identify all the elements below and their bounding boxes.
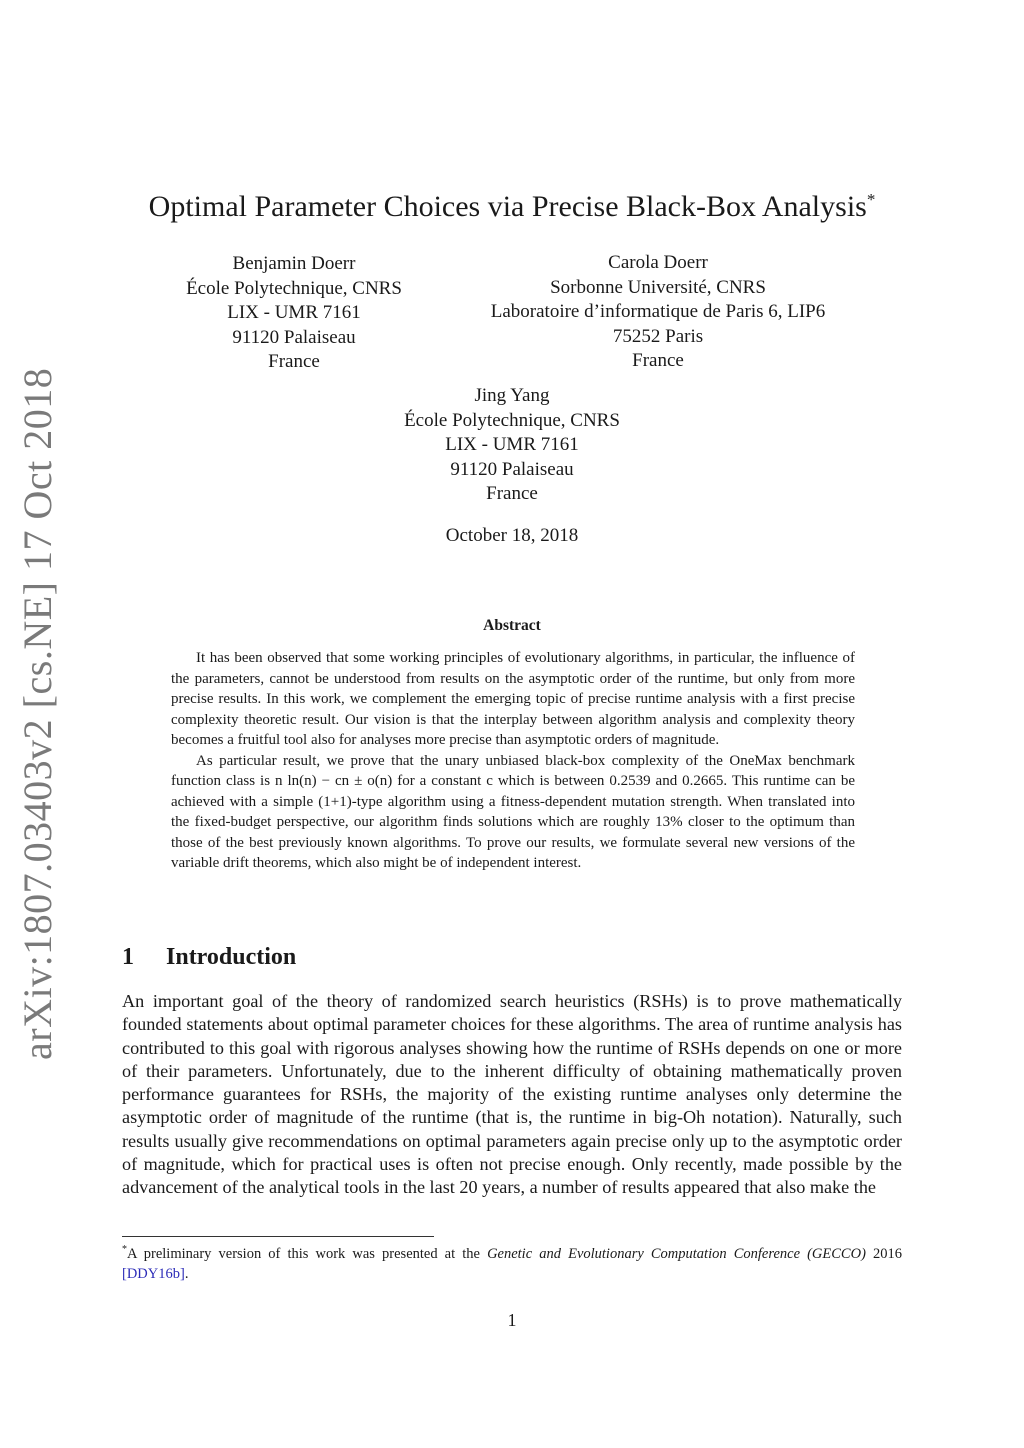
footnote-venue: Genetic and Evolutionary Computation Conference (GECCO) [487,1245,866,1262]
author-affiliation-line: 91120 Palaiseau [232,326,356,348]
author-affiliation-line: France [486,483,538,504]
author-affiliation-line: École Polytechnique, CNRS [186,277,402,299]
author-affiliation-line: France [268,351,320,372]
section-title: Introduction [166,944,297,970]
page-number: 1 [507,1310,517,1330]
abstract-heading: Abstract [483,617,541,634]
footnote-year: 2016 [865,1245,902,1262]
paper-title [0,190,1024,224]
author-block-3 [362,384,662,507]
section-number: 1 [122,944,134,970]
footnote [122,1240,902,1284]
author-name: Jing Yang [474,385,550,406]
paper-title-text: Optimal Parameter Choices via Precise Black-Box Analysis [148,190,867,223]
abstract-body [171,648,855,874]
author-affiliation-line: LIX - UMR 7161 [445,434,579,455]
introduction-body [122,990,902,1200]
author-block-1 [160,252,428,375]
abstract-paragraph: It has been observed that some working principles of evolutionary algorithms, in particular, the influence of the parameters, cannot be understood from results on the asymptotic order of the runtime, but only from more precise results. In this work, we complement the emerging topic of precise runtime analysis with a first precise complexity theoretic result. Our vision is that the interplay between algorithm analysis and complexity theory becomes a fruitful tool also for analyses more precise than asymptotic orders of magnitude. [171,650,855,748]
author-name: Carola Doerr [608,252,708,273]
abstract-paragraph: As particular result, we prove that the unary unbiased black-box complexity of the OneMax benchmark function class is n ln(n) − cn ± o(n) for a constant c which is between 0.2539 and 0.2665. This runtime can be achieved with a simple (1+1)-type algorithm using a fitness-dependent mutation strength. When translated into the fixed-budget perspective, our algorithm finds solutions which are roughly 13% closer to the optimum than those of the best previously known algorithms. To prove our results, we formulate several new versions of the variable drift theorems, which also might be of independent interest. [171,752,855,871]
author-affiliation-line: Laboratoire d’informatique de Paris 6, LIP6 [490,301,826,322]
author-affiliation-line: Sorbonne Université, CNRS [550,276,766,298]
author-affiliation-line: LIX - UMR 7161 [227,302,361,323]
citation-link[interactable]: [DDY16b] [122,1265,185,1282]
author-affiliation-line: France [632,350,684,371]
author-affiliation-line: École Polytechnique, CNRS [404,409,620,431]
author-affiliation-line: 75252 Paris [612,325,704,347]
introduction-paragraph: An important goal of the theory of randomized search heuristics (RSHs) is to prove mathematically founded statements about optimal parameter choices for these algorithms. The area of runtime analysis has contributed to this goal with rigorous analyses showing how the runtime of RSHs depends on one or more of their parameters. Unfortunately, due to the inherent difficulty of obtaining mathematically proven performance guarantees for RSHs, the majority of the existing runtime analyses only determine the asymptotic order of magnitude of the runtime (that is, the runtime in big-Oh notation). Naturally, such results usually give recommendations on optimal parameters again precise only up to the asymptotic order of magnitude, which for practical uses is often not precise enough. Only recently, made possible by the advancement of the analytical tools in the last 20 years, a number of results appeared that also make the [122,991,902,1198]
footnote-mark: * [122,1244,127,1255]
author-affiliation-line: 91120 Palaiseau [450,458,574,480]
section-heading-introduction [122,944,296,971]
publication-date: October 18, 2018 [445,525,579,546]
arxiv-identifier-stamp: arXiv:1807.03403v2 [cs.NE] 17 Oct 2018 [15,367,60,1060]
author-name: Benjamin Doerr [232,253,356,274]
footnote-divider [122,1236,434,1237]
footnote-text: A preliminary version of this work was presented at the [127,1245,488,1262]
footnote-end: . [184,1265,189,1282]
author-block-2 [448,251,868,374]
title-footnote-mark: * [866,190,876,209]
